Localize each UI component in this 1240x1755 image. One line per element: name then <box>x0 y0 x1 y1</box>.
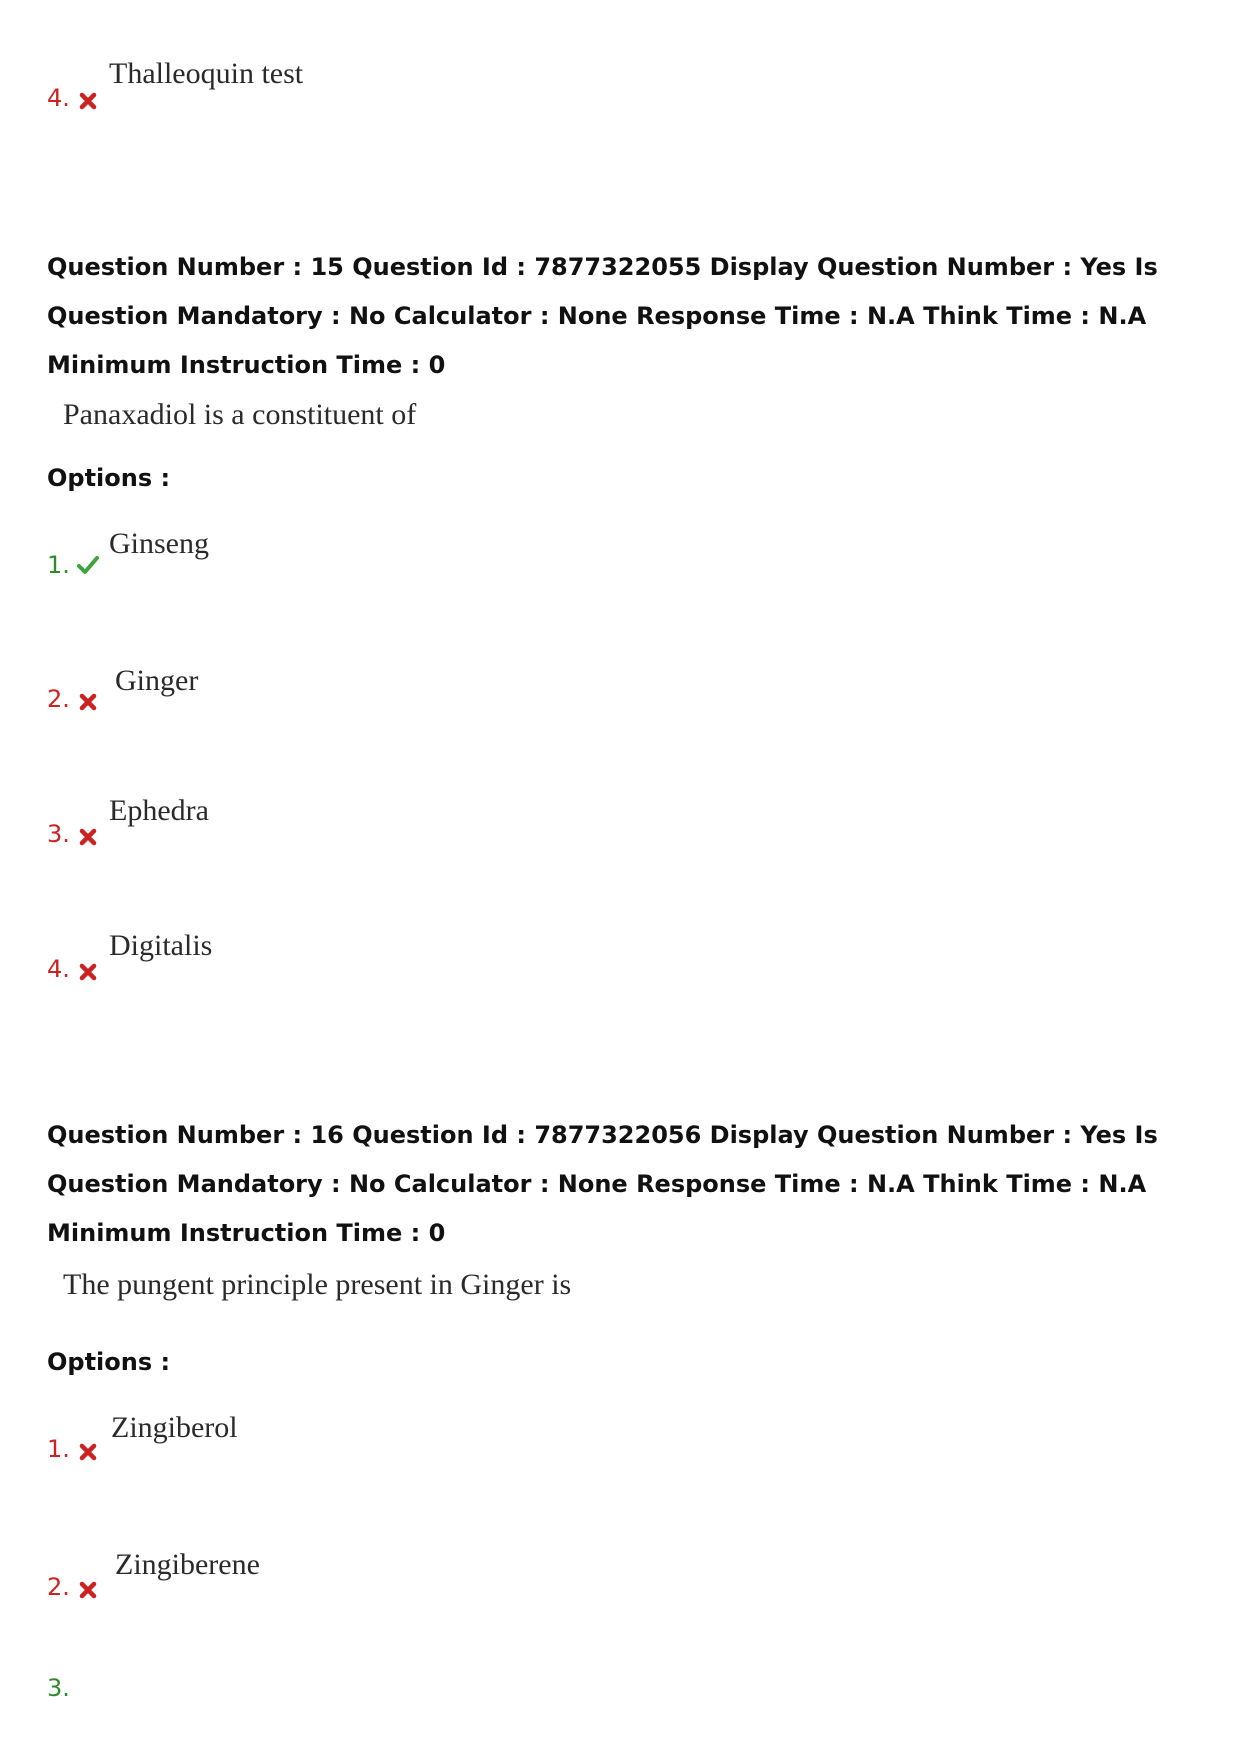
option-text: Ginseng <box>109 527 209 560</box>
option-text: Thalleoquin test <box>109 57 304 90</box>
cross-mark-icon <box>78 692 98 712</box>
option-number: 3. <box>47 820 70 848</box>
question-text: Panaxadiol is a constituent of <box>63 398 417 431</box>
cross-mark-icon <box>78 1442 98 1462</box>
question-meta: Question Number : 15 Question Id : 7877322055 Display Question Number : Yes Is Question Mandatory : No Calculator : None Response Time : N.A Think Time : N.A Minimum Instruction Time : 0 <box>47 253 1158 379</box>
options-label: Options : <box>47 1348 171 1376</box>
option-text: Ginger <box>115 664 199 697</box>
option-number: 2. <box>47 685 70 713</box>
cross-mark-icon <box>78 1580 98 1600</box>
check-mark-icon <box>76 554 100 576</box>
option-number: 1. <box>47 1435 70 1463</box>
option-text: Digitalis <box>109 929 213 962</box>
option-number: 1. <box>47 551 70 579</box>
option-text: Zingiberene <box>115 1548 260 1581</box>
cross-mark-icon <box>78 962 98 982</box>
question-text: The pungent principle present in Ginger is <box>63 1268 572 1301</box>
option-number: 4. <box>47 84 70 112</box>
option-text: Ephedra <box>109 794 209 827</box>
option-number: 4. <box>47 955 70 983</box>
question-meta: Question Number : 16 Question Id : 7877322056 Display Question Number : Yes Is Question Mandatory : No Calculator : None Response Time : N.A Think Time : N.A Minimum Instruction Time : 0 <box>47 1121 1158 1247</box>
cross-mark-icon <box>78 827 98 847</box>
cross-mark-icon <box>78 91 98 111</box>
options-label: Options : <box>47 464 171 492</box>
option-number: 3. <box>47 1674 70 1702</box>
option-text: Zingiberol <box>111 1411 238 1444</box>
option-number: 2. <box>47 1573 70 1601</box>
